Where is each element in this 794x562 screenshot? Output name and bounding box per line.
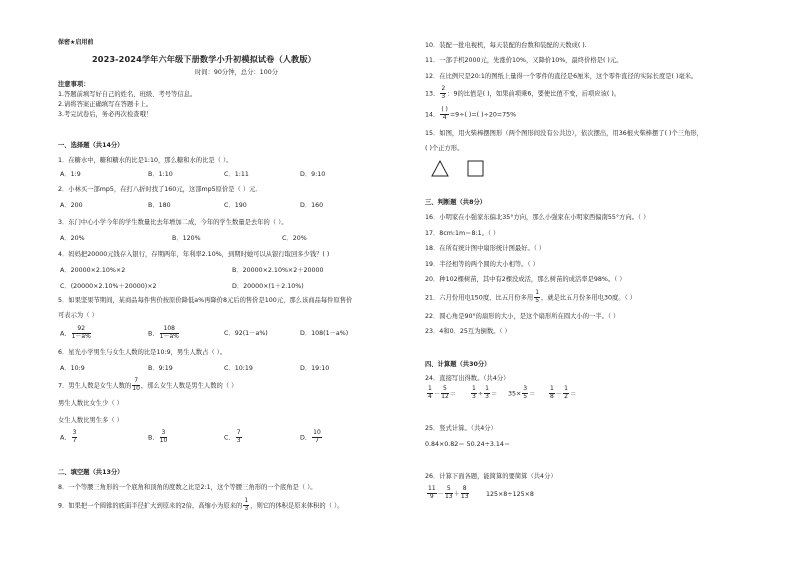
q5-option-d: D．108(1－a%) [300, 330, 349, 337]
q4-option-b: B．20000×2.10%×2＋20000 [232, 267, 324, 274]
matchstick-figure [430, 158, 490, 178]
question-5: 5．如果坚果节期间，某商品每件售价按原价降低a%再降价8元后的售价是100元，那么该商品每件原售价 [58, 297, 353, 304]
q6-option-c: C．10:19 [224, 365, 253, 372]
fraction: $\frac{7}{10}$ [132, 377, 140, 392]
notes-heading: 注意事项： [58, 81, 90, 88]
calc-item: $\frac{1}{4}$ － $\frac{5}{12}$ ＝ [428, 385, 457, 400]
note-2: 2.请将答案正确填写在答题卡上。 [58, 101, 153, 108]
question-6: 6．星光小学男生与女生人数的比是10:9，男生人数占（ ）。 [58, 349, 227, 356]
fraction: $\frac{11}{9}$ [428, 485, 436, 500]
q4-option-d: D．20000×(1＋2.10%) [232, 283, 304, 290]
question-26: 26．计算下面各题，能简算的要简算（共4分） [425, 473, 557, 480]
q1-option-d: D．9:10 [300, 171, 326, 178]
q4-option-c: C．(20000×2.10%＋20000)×2 [60, 283, 157, 290]
fraction: $\frac{3}{7}$ [72, 429, 77, 444]
fraction: $\frac{1}{5}$ [535, 289, 540, 304]
question-7: 7．男生人数是女生人数的 $\frac{7}{10}$ ，那么女生人数是男生人数的（ ） [58, 377, 238, 392]
q5-option-a: A． $\frac{92}{1-a\%}$ [60, 325, 91, 340]
q7-option-a: A． $\frac{3}{7}$ [60, 429, 77, 444]
calc-item: 125×8÷125×8 [486, 491, 534, 498]
q6-option-d: D．19:10 [300, 365, 330, 372]
section-choice-heading: 一、选择题（共14分） [58, 142, 124, 149]
fraction: $\frac{1}{3}$ [472, 385, 476, 400]
fraction: $\frac{108}{1-a\%}$ [159, 325, 179, 340]
q2-option-a: A．200 [60, 202, 83, 209]
question-18: 18．在所有统计图中扇形统计图最好。（ ） [425, 245, 546, 252]
q3-option-a: A．20% [60, 235, 85, 242]
fraction: $\frac{1}{3}$ [485, 385, 489, 400]
calc-item: $\frac{11}{9}$ － $\frac{5}{13}$ ＋ $\frac{8}{13}$ [428, 485, 469, 500]
calc-item: 35× $\frac{3}{5}$ ＝ [508, 385, 536, 400]
question-20: 20．种102棵树苗，其中有2棵没成活，那么树苗的成活率是98%。（ ） [425, 276, 626, 283]
fraction: $\frac{1}{2}$ [564, 385, 568, 400]
q1-option-a: A．1:9 [60, 171, 81, 178]
fraction: $\frac{1}{3}$ [244, 497, 249, 512]
question-1: 1．在糖水中，糖和糖水的比是1:10，那么糖和水的比是（ ）。 [58, 157, 233, 164]
question-15-cont: ( )个正方形。 [425, 145, 464, 152]
question-8: 8．一个等腰三角形的一个底角和顶角的度数之比是2:1，这个等腰三角形的一个底角是（ ）。 [58, 484, 317, 491]
question-13: 13． $\frac{2}{3}$ ：9的比值是( )，如果前项乘6，要使比值不变，后项应该( )。 [425, 85, 621, 100]
q4-option-a: A．20000×2.10%×2 [60, 267, 126, 274]
fraction: $\frac{1}{8}$ [550, 385, 554, 400]
question-3: 3．东门中心小学今年的学生数量比去年增加二成，今年的学生数量是去年的（ ）。 [58, 219, 288, 226]
q7-option-d: D． $\frac{10}{7}$ [300, 429, 321, 444]
question-19: 19．半径相等的两个圆的大小相等。（ ） [425, 261, 539, 268]
q2-option-c: C．190 [224, 202, 247, 209]
q7-option-c: C． $\frac{7}{3}$ [224, 429, 241, 444]
section-calc-heading: 四、计算题（共30分） [425, 361, 491, 368]
question-17: 17．8cm:1m＝8:1。（ ） [425, 230, 500, 237]
fraction: $\frac{5}{12}$ [441, 385, 449, 400]
secret-label: 保密★启用前 [58, 39, 94, 46]
question-22: 22．圆心角是90°的扇形的大小，是这个扇形所在圆大小的一半。（ ） [425, 313, 620, 320]
q3-option-b: B．120% [172, 235, 201, 242]
note-3: 3.考完试卷后，务必再次检查哦！ [58, 111, 153, 118]
note-1: 1.答题前填写好自己的姓名、班级、考号等信息。 [58, 91, 197, 98]
fraction: $\frac{92}{1-a\%}$ [71, 325, 91, 340]
q6-option-b: B．9:19 [148, 365, 173, 372]
question-14: 14． ( ) 4 =9÷( )=( )÷20=75% [425, 106, 517, 121]
q6-option-a: A．10:9 [60, 365, 85, 372]
question-16: 16．小明家在小强家东偏北35°方向，那么小强家在小明家西偏南55°方向。（ ） [425, 214, 650, 221]
question-25: 25．竖式计算。（共4分） [425, 425, 497, 432]
question-21: 21．六月份用电150度，比五月份多用 $\frac{1}{5}$ ，就是比五月份多用电30度。（ ） [425, 289, 637, 304]
q2-option-d: D．160 [300, 202, 324, 209]
fraction: $\frac{3}{5}$ [523, 385, 528, 400]
fraction: $\frac{2}{3}$ [441, 85, 446, 100]
question-23: 23．4和0．25互为倒数。（ ） [425, 328, 511, 335]
question-4: 4．妈妈把20000元钱存入银行，存期两年，年利率2.10%，到期时她可以从银行取回多少钱？( ) [58, 251, 330, 258]
fraction: $\frac{1}{4}$ [428, 385, 432, 400]
question-5-cont: 可表示为（ ） [58, 312, 98, 319]
q1-option-c: C．1:11 [224, 171, 249, 178]
question-11: 11．一部手机2000元，先涨价10%，又降价10%，最终价格是( )元。 [425, 57, 623, 64]
exam-title: 2023-2024学年六年级下册数学小升初模拟试卷（人教版） [92, 54, 316, 64]
calc-item: $\frac{1}{3}$ ÷ $\frac{1}{3}$ ＝ [472, 385, 498, 400]
question-9: 9．如果把一个圆锥的底面半径扩大到原来的2倍，高缩小为原来的 $\frac{1}{3}$ ，则它的体积是原来体积的（ ）。 [58, 497, 344, 512]
fraction: $\frac{7}{3}$ [236, 429, 241, 444]
question-10: 10．装配一批电视机，每天装配的台数和装配的天数成( ). [425, 42, 587, 49]
fraction: ( ) 4 [441, 106, 448, 121]
matchstick-square [468, 161, 483, 176]
fraction: $\frac{10}{7}$ [313, 429, 321, 444]
question-12: 12．在比例尺是20:1的图纸上量得一个零件的直径是6厘米，这个零件直径的实际长度是( )毫米。 [425, 73, 698, 80]
question-15: 15．如图，用火柴棒摆图形（两个图形间没有公共边），依次摆出，用36根火柴棒摆了( )个三角形， [425, 130, 703, 137]
fraction: $\frac{8}{13}$ [460, 485, 469, 500]
question-24: 24．直接写出得数。（共4分） [425, 375, 510, 382]
question-2: 2．小林买一部mp5，在打八折时找了160元，这部mp5原价是（ ）元． [58, 186, 262, 193]
question-7-sub-1: 男生人数比女生少（ ） [58, 400, 123, 407]
q2-option-b: B．180 [148, 202, 171, 209]
question-7-sub-2: 女生人数比男生多（ ） [58, 417, 123, 424]
calc-item: $\frac{1}{8}$ － $\frac{1}{2}$ ＝ [550, 385, 577, 400]
fraction: $\frac{3}{10}$ [159, 429, 168, 444]
fraction: $\frac{5}{13}$ [444, 485, 453, 500]
q3-option-c: C．20% [282, 235, 307, 242]
q1-option-b: B．1:10 [148, 171, 173, 178]
exam-meta: 时间：90分钟，总分：100分 [195, 69, 279, 76]
section-fill-heading: 二、填空题（共13分） [58, 469, 124, 476]
q7-option-b: B． $\frac{3}{10}$ [148, 429, 168, 444]
q5-option-c: C．92(1－a%) [224, 330, 268, 337]
matchstick-triangle [432, 161, 448, 176]
section-judge-heading: 三、判断题（共8分） [425, 199, 487, 206]
question-25-items: 0.84×0.82＝ 50.24÷3.14＝ [425, 441, 511, 448]
q5-option-b: B． $\frac{108}{1-a\%}$ [148, 325, 179, 340]
